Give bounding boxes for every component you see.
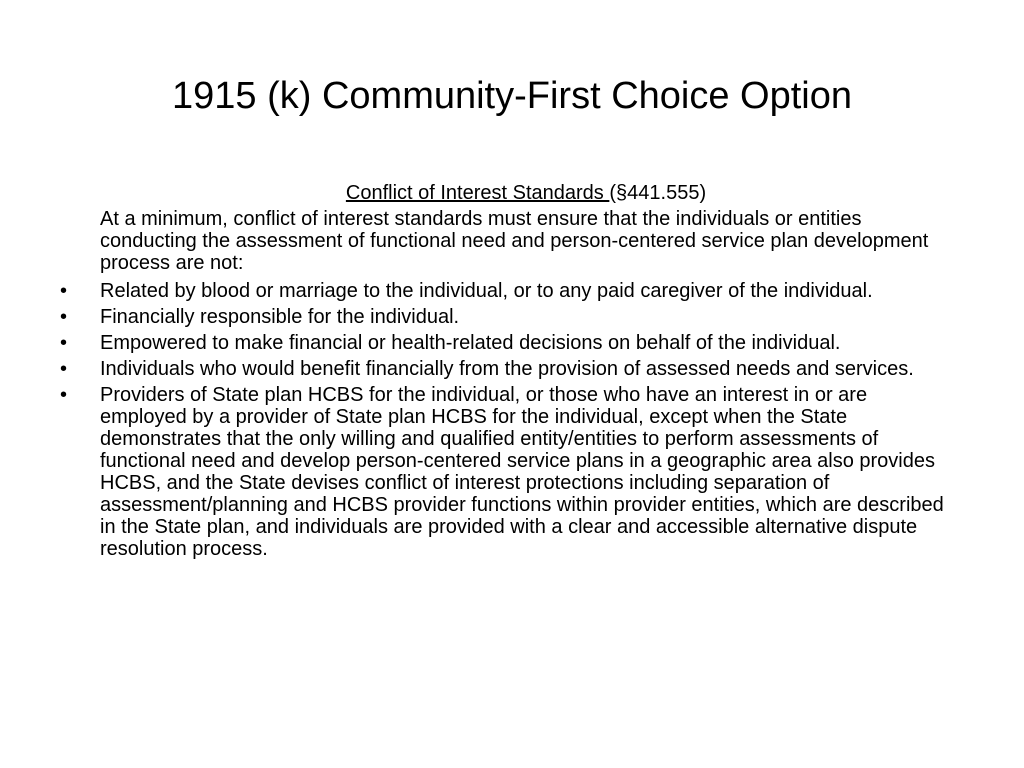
list-item-text: Financially responsible for the individual. xyxy=(100,306,460,328)
list-item-text: Empowered to make financial or health-related decisions on behalf of the individual. xyxy=(100,332,841,354)
list-item-text: Providers of State plan HCBS for the individual, or those who have an interest in or are employed by a provider of State plan HCBS for the individual, except when the State demonstrates that the only willing and qualified entity/entities to perform assessments of functional need and develop person-centered service plans in a geographic area also provides HCBS, and the State devises conflict of interest protections including separation of assessment/planning and HCBS provider functions within provider entities, which are described in the State plan, and individuals are provided with a clear and accessible alternative dispute resolution process. xyxy=(100,384,944,560)
list-item xyxy=(56,280,956,302)
slide-title: 1915 (k) Community-First Choice Option xyxy=(172,75,852,117)
list-item xyxy=(56,306,956,328)
list-item-text: Individuals who would benefit financially from the provision of assessed needs and services. xyxy=(100,358,914,380)
bullet-icon: • xyxy=(60,280,68,302)
bullet-icon: • xyxy=(60,332,68,354)
section-heading-reference: (§441.555) xyxy=(609,182,707,204)
intro-paragraph: At a minimum, conflict of interest standards must ensure that the individuals or entities conducting the assessment of functional need and person-centered service plan development process are not: xyxy=(100,208,929,274)
bullet-icon: • xyxy=(60,384,68,406)
bullet-list xyxy=(56,280,956,560)
bullet-icon: • xyxy=(60,358,68,380)
slide-body xyxy=(56,182,956,564)
list-item xyxy=(56,358,956,380)
bullet-icon: • xyxy=(60,306,68,328)
list-item xyxy=(56,332,956,354)
list-item-text: Related by blood or marriage to the individual, or to any paid caregiver of the individual. xyxy=(100,280,873,302)
section-heading-label: Conflict of Interest Standards xyxy=(345,182,610,204)
list-item xyxy=(56,384,956,560)
section-heading xyxy=(56,182,956,204)
